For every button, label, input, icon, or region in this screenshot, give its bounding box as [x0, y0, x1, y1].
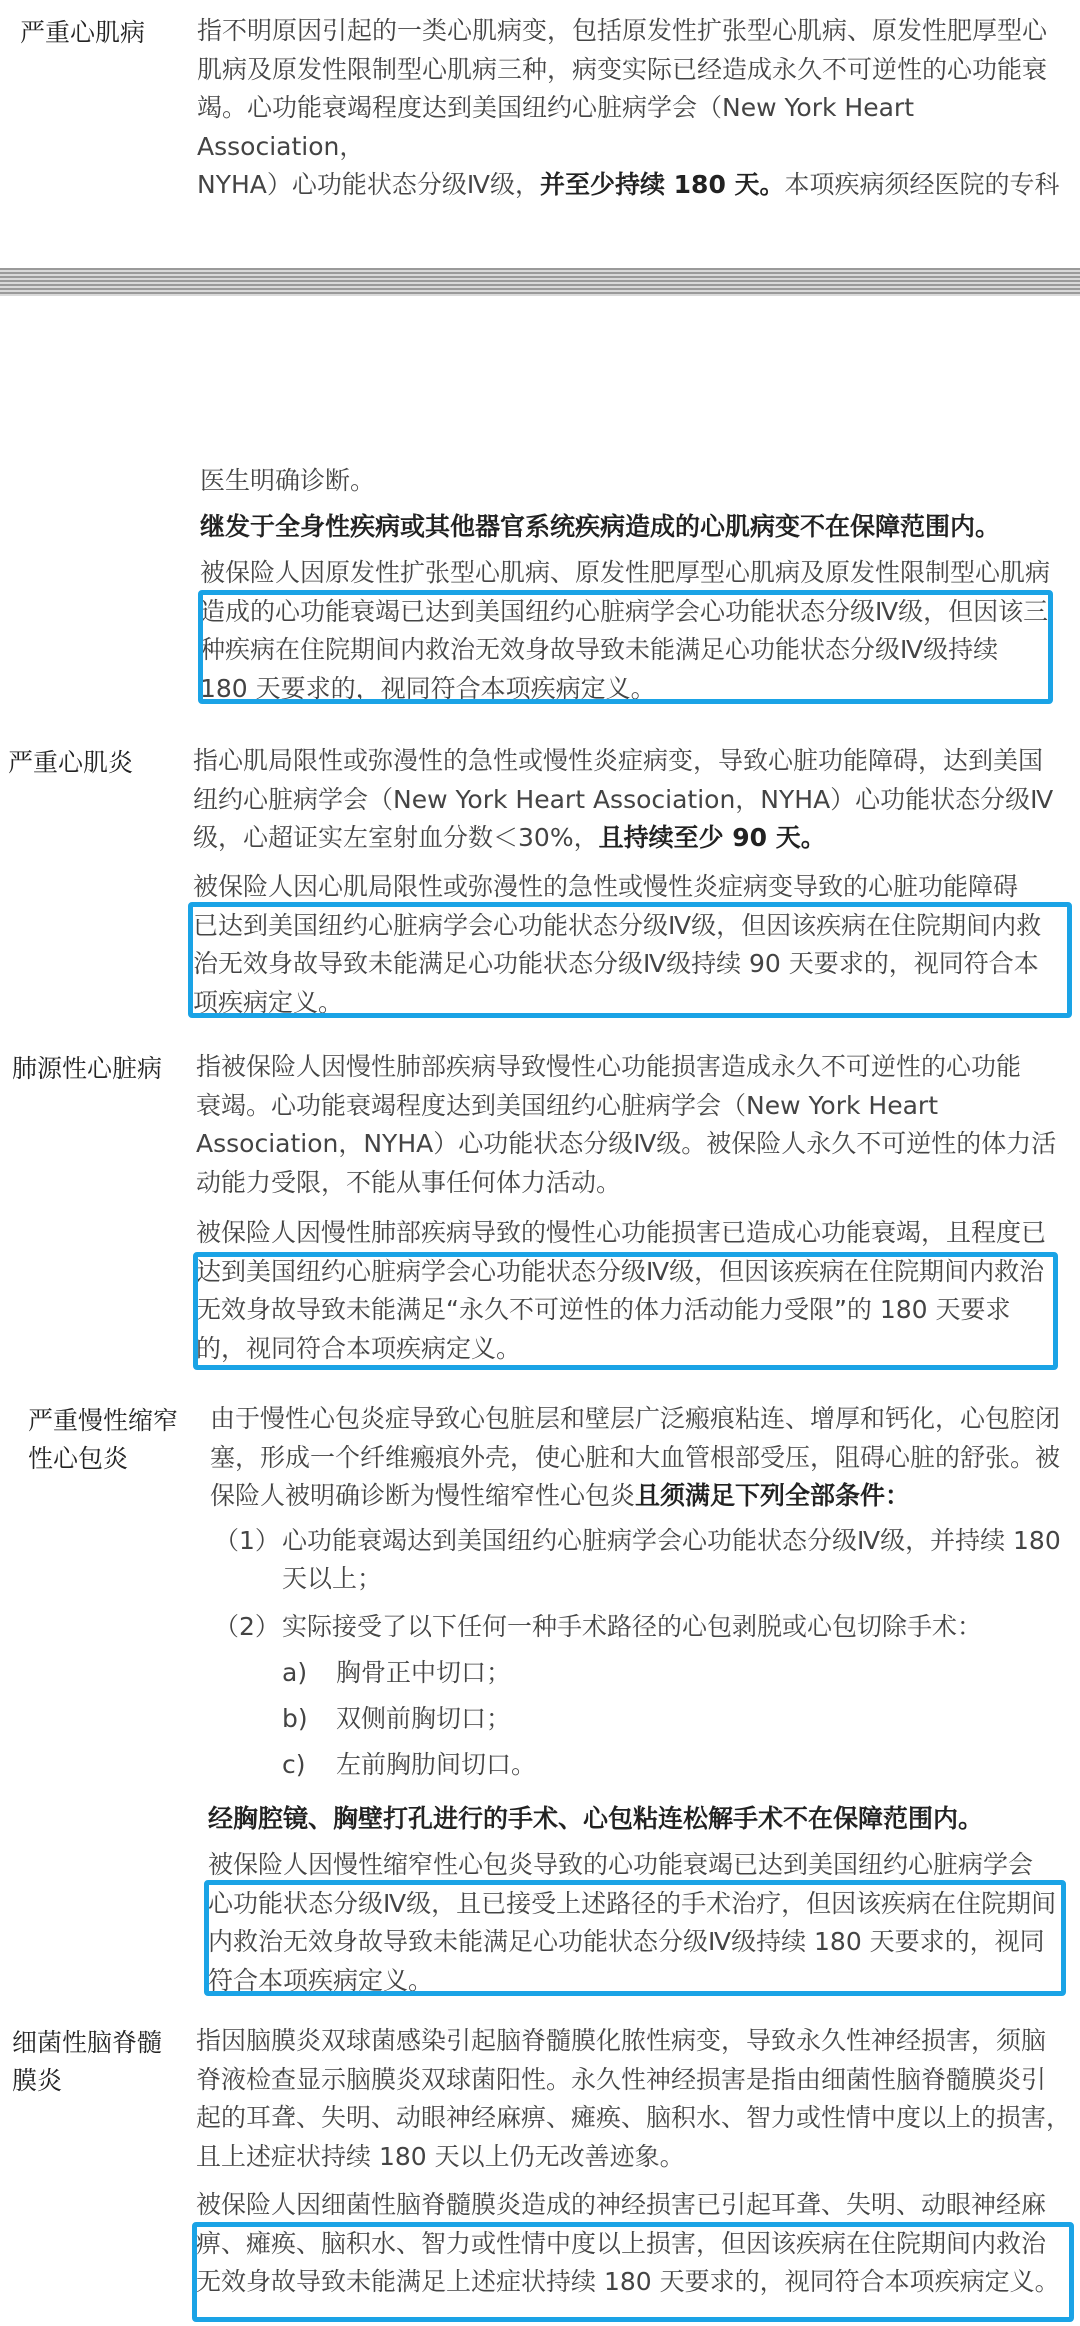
- exclusion-cardiomyopathy: 继发于全身性疾病或其他器官系统疾病造成的心肌病变不在保障范围内。: [200, 512, 1001, 541]
- text-line: 项疾病定义。: [193, 987, 344, 1017]
- text-line: 无效身故导致未能满足上述症状持续 180 天要求的，视同符合本项疾病定义。: [196, 2267, 1060, 2296]
- exclusion-pericarditis: 经胸腔镜、胸壁打孔进行的手术、心包粘连松解手术不在保障范围内。: [208, 1804, 984, 1833]
- definition-meningitis: [196, 2022, 1072, 2176]
- text-line: 被保险人因慢性缩窄性心包炎导致的心功能衰竭已达到美国纽约心脏病学会: [208, 1850, 1034, 1879]
- definition-pulmonary-heart: [196, 1048, 1072, 1202]
- text-line: NYHA）心功能状态分级Ⅳ级，并至少持续 180 天。本项疾病须经医院的专科: [197, 170, 1060, 199]
- highlight-box: [204, 1880, 1066, 1996]
- term-constrictive-pericarditis: 严重慢性缩窄 性心包炎: [28, 1406, 179, 1473]
- text-line: 的，视同符合本项疾病定义。: [196, 1333, 522, 1363]
- text-line: 种疾病在住院期间内救治无效身故导致未能满足心功能状态分级Ⅳ级持续: [200, 635, 999, 664]
- condition-1-number: （1）: [214, 1526, 280, 1555]
- highlight-box: [193, 1252, 1058, 1370]
- text-line: 达到美国纽约心脏病学会心功能状态分级Ⅳ级，但因该疾病在住院期间内救治: [196, 1256, 1045, 1286]
- text-line: 且上述症状持续 180 天以上仍无改善迹象。: [196, 2141, 685, 2171]
- text-line: 被保险人因心肌局限性或弥漫性的急性或慢性炎症病变导致的心脏功能障碍: [193, 872, 1019, 901]
- text-line: 心功能状态分级Ⅳ级，且已接受上述路径的手术治疗，但因该疾病在住院期间: [208, 1888, 1057, 1918]
- text-line: 被保险人因慢性肺部疾病导致的慢性心功能损害已造成心功能衰竭，且程度已: [196, 1218, 1047, 1247]
- text-line: 被保险人因细菌性脑脊髓膜炎造成的神经损害已引起耳聋、失明、动眼神经麻: [196, 2190, 1047, 2219]
- highlight-box: [192, 2222, 1074, 2322]
- page-separator: [0, 268, 1080, 296]
- condition-2-number: （2）: [214, 1612, 280, 1641]
- option-b: 双侧前胸切口；: [336, 1704, 512, 1733]
- term-severe-myocarditis: 严重心肌炎: [8, 748, 134, 777]
- option-c: 左前胸肋间切口。: [336, 1750, 537, 1779]
- highlight-box: [188, 902, 1072, 1018]
- text-line: 由于慢性心包炎症导致心包脏层和壁层广泛瘢痕粘连、增厚和钙化，心包腔闭: [210, 1404, 1061, 1433]
- text-line: 指被保险人因慢性肺部疾病导致慢性心功能损害造成永久不可逆性的心功能: [196, 1052, 1022, 1081]
- option-a-key: a): [282, 1658, 308, 1687]
- condition-1: 心功能衰竭达到美国纽约心脏病学会心功能状态分级Ⅳ级，并持续 180 天以上；: [282, 1526, 1061, 1593]
- option-b-key: b): [282, 1704, 308, 1733]
- text-line: 指心肌局限性或弥漫性的急性或慢性炎症病变，导致心脏功能障碍，达到美国: [193, 746, 1044, 775]
- text-line: Association，NYHA）心功能状态分级Ⅳ级。被保险人永久不可逆性的体力活: [196, 1129, 1057, 1158]
- text-line: 造成的心功能衰竭已达到美国纽约心脏病学会心功能状态分级Ⅳ级，但因该三: [200, 596, 1049, 626]
- text-line: 指不明原因引起的一类心肌病变，包括原发性扩张型心肌病、原发性肥厚型心: [197, 16, 1048, 45]
- text-line: 起的耳聋、失明、动眼神经麻痹、瘫痪、脑积水、智力或性情中度以上的损害，: [196, 2103, 1072, 2132]
- condition-2: 实际接受了以下任何一种手术路径的心包剥脱或心包切除手术：: [282, 1612, 983, 1641]
- text-line: 动能力受限，不能从事任何体力活动。: [196, 1167, 622, 1197]
- text-line: 肌病及原发性限制型心肌病三种，病变实际已经造成永久不可逆性的心功能衰: [197, 54, 1048, 84]
- text-line: 符合本项疾病定义。: [208, 1965, 434, 1995]
- text-line: 纽约心脏病学会（New York Heart Association，NYHA）心功能状态分级Ⅳ: [193, 784, 1054, 814]
- text-line: 痹、瘫痪、脑积水、智力或性情中度以上损害，但因该疾病在住院期间内救治: [196, 2228, 1047, 2258]
- term-severe-cardiomyopathy: 严重心肌病: [20, 18, 146, 47]
- definition-cardiomyopathy-cont: 医生明确诊断。: [200, 466, 376, 495]
- text-line: 指因脑膜炎双球菌感染引起脑脊髓膜化脓性病变，导致永久性神经损害，须脑: [196, 2026, 1047, 2055]
- option-c-key: c): [282, 1750, 306, 1779]
- highlight-box: [198, 590, 1053, 704]
- term-bacterial-meningitis: 细菌性脑脊髓 膜炎: [12, 2028, 163, 2095]
- text-line: 治无效身故导致未能满足心功能状态分级Ⅳ级持续 90 天要求的，视同符合本: [193, 949, 1039, 978]
- definition-pericarditis: [210, 1400, 1070, 1516]
- text-line: 塞，形成一个纤维瘢痕外壳，使心脏和大血管根部受压，阻碍心脏的舒张。被: [210, 1442, 1061, 1472]
- definition-cardiomyopathy: [197, 12, 1067, 205]
- text-line: 竭。心功能衰竭程度达到美国纽约心脏病学会（New York Heart Association，: [197, 93, 915, 161]
- text-line: 180 天要求的，视同符合本项疾病定义。: [200, 673, 656, 703]
- text-line: 保险人被明确诊断为慢性缩窄性心包炎且须满足下列全部条件：: [210, 1481, 911, 1510]
- definition-myocarditis: [193, 742, 1073, 858]
- text-line: 内救治无效身故导致未能满足心功能状态分级Ⅳ级持续 180 天要求的，视同: [208, 1927, 1045, 1956]
- text-line: 脊液检查显示脑膜炎双球菌阳性。永久性神经损害是指由细菌性脑脊髓膜炎引: [196, 2064, 1047, 2094]
- text-line: 被保险人因原发性扩张型心肌病、原发性肥厚型心肌病及原发性限制型心肌病: [200, 558, 1051, 587]
- text-line: 衰竭。心功能衰竭程度达到美国纽约心脏病学会（New York Heart: [196, 1090, 939, 1120]
- text-line: 已达到美国纽约心脏病学会心功能状态分级Ⅳ级，但因该疾病在住院期间内救: [193, 910, 1042, 940]
- text-line: 级，心超证实左室射血分数＜30%，且持续至少 90 天。: [193, 823, 826, 852]
- term-pulmonary-heart-disease: 肺源性心脏病: [12, 1054, 163, 1083]
- text-line: 无效身故导致未能满足“永久不可逆性的体力活动能力受限”的 180 天要求: [196, 1295, 1011, 1324]
- option-a: 胸骨正中切口；: [336, 1658, 512, 1687]
